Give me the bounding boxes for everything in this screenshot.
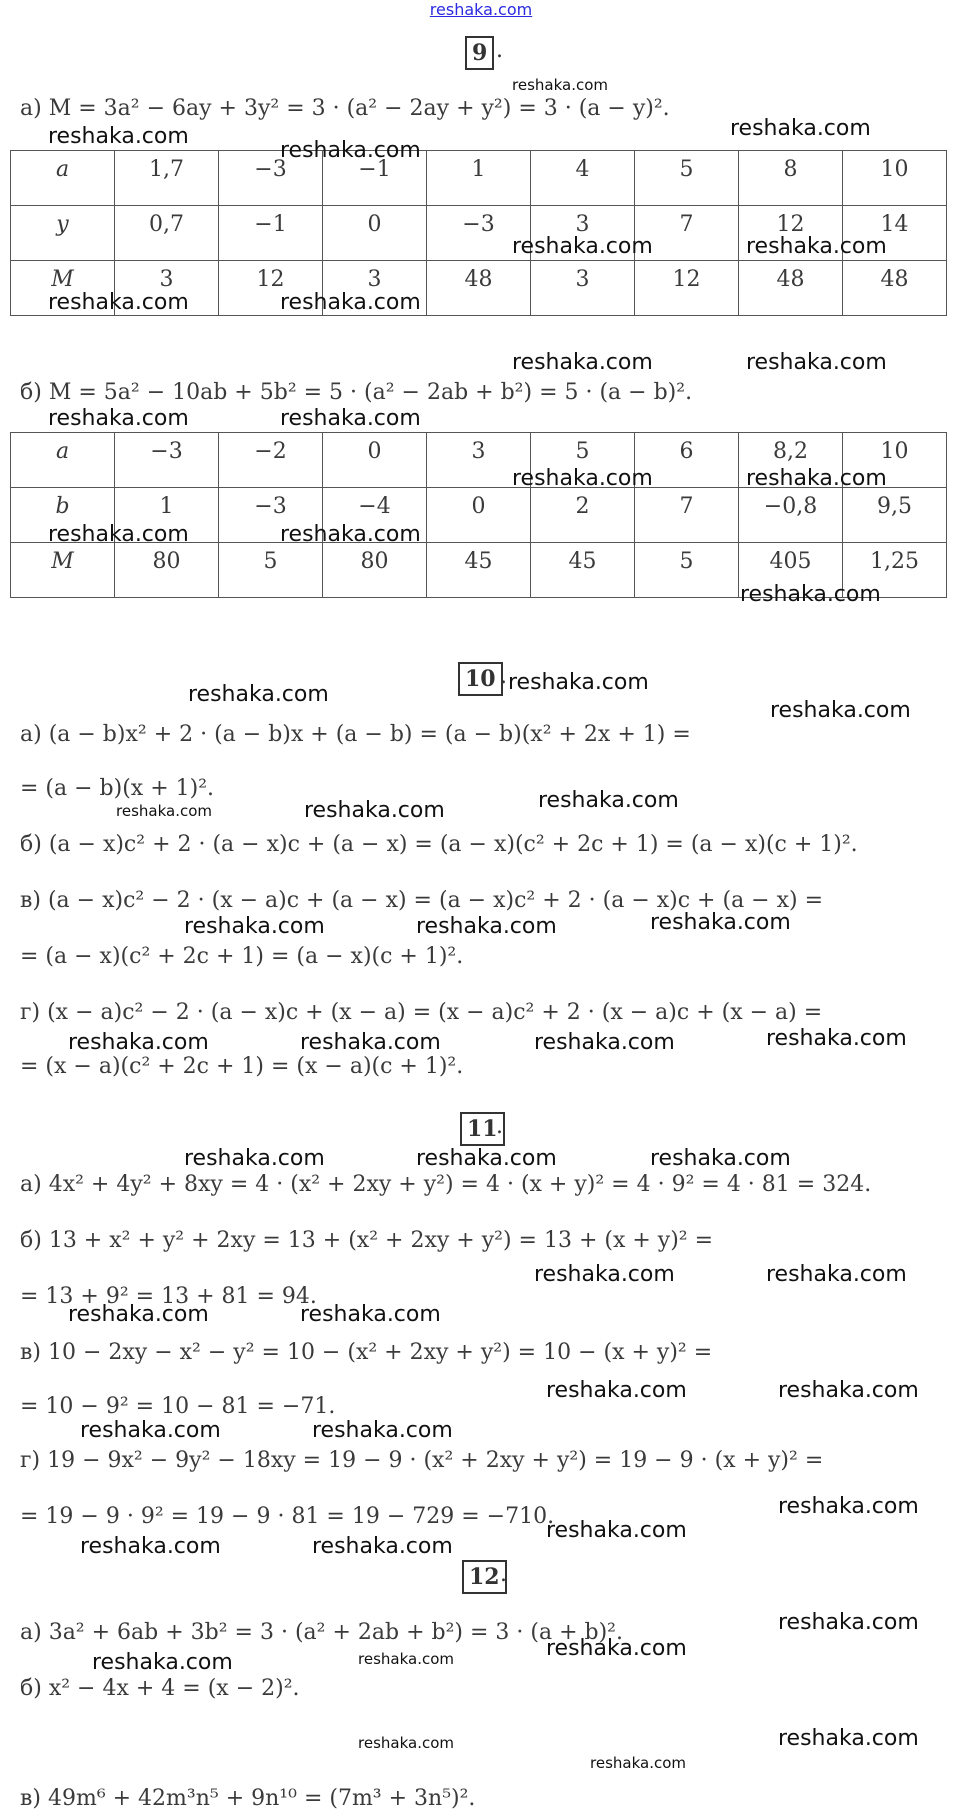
task-11-line: = 13 + 9² = 13 + 81 = 94. [20, 1284, 317, 1309]
table-cell: 48 [843, 261, 947, 316]
task-9-b-formula: б) M = 5a² − 10ab + 5b² = 5 · (a² − 2ab + b²) = 5 · (a − b)². [20, 380, 693, 405]
task-9-dot: . [496, 38, 503, 63]
table-cell: 1 [427, 151, 531, 206]
table-cell: 6 [635, 433, 739, 488]
table-cell: −3 [427, 206, 531, 261]
watermark: reshaka.com [116, 802, 212, 820]
watermark: reshaka.com [746, 466, 887, 491]
table-head-cell: a [11, 151, 115, 206]
watermark: reshaka.com [538, 788, 679, 813]
table-cell: 0 [323, 206, 427, 261]
task-10-dot: . [500, 664, 507, 689]
table-cell: 80 [323, 543, 427, 598]
task-11-line: = 19 − 9 · 9² = 19 − 9 · 81 = 19 − 729 = −710. [20, 1504, 555, 1529]
table-cell: 7 [635, 488, 739, 543]
table-cell: −0,8 [739, 488, 843, 543]
watermark: reshaka.com [778, 1378, 919, 1403]
table-cell: 48 [739, 261, 843, 316]
watermark: reshaka.com [512, 466, 653, 491]
table-cell: 3 [531, 206, 635, 261]
table-cell: 0 [323, 433, 427, 488]
table-head-cell: y [11, 206, 115, 261]
table-cell: 5 [635, 543, 739, 598]
watermark: reshaka.com [280, 138, 421, 163]
watermark: reshaka.com [778, 1494, 919, 1519]
table-cell: 1,25 [843, 543, 947, 598]
table-cell: 12 [219, 261, 323, 316]
table-cell: 45 [427, 543, 531, 598]
watermark: reshaka.com [740, 582, 881, 607]
watermark: reshaka.com [304, 798, 445, 823]
table-cell: 14 [843, 206, 947, 261]
site-link[interactable]: reshaka.com [429, 0, 533, 19]
watermark: reshaka.com [512, 76, 608, 94]
table-cell: 0 [427, 488, 531, 543]
table-cell: 5 [219, 543, 323, 598]
table-cell: −3 [219, 488, 323, 543]
table-cell: 48 [427, 261, 531, 316]
table-cell: 3 [323, 261, 427, 316]
table-cell: 1,7 [115, 151, 219, 206]
task-10-number: 10 [458, 662, 503, 696]
table-cell: 4 [531, 151, 635, 206]
watermark: reshaka.com [778, 1610, 919, 1635]
table-cell: 5 [531, 433, 635, 488]
table-cell: 3 [115, 261, 219, 316]
watermark: reshaka.com [280, 522, 421, 547]
watermark: reshaka.com [416, 1146, 557, 1171]
table-head-cell: a [11, 433, 115, 488]
watermark: reshaka.com [650, 1146, 791, 1171]
table-cell: −2 [219, 433, 323, 488]
table-cell: 80 [115, 543, 219, 598]
watermark: reshaka.com [312, 1418, 453, 1443]
watermark: reshaka.com [80, 1534, 221, 1559]
task-10-line: а) (a − b)x² + 2 · (a − b)x + (a − b) = (a − b)(x² + 2x + 1) = [20, 722, 691, 747]
task-11-line: а) 4x² + 4y² + 8xy = 4 · (x² + 2xy + y²) = 4 · (x + y)² = 4 · 9² = 4 · 81 = 324. [20, 1172, 872, 1197]
table-row [11, 151, 947, 206]
task-11-line: б) 13 + x² + y² + 2xy = 13 + (x² + 2xy + y²) = 13 + (x + y)² = [20, 1228, 714, 1253]
watermark: reshaka.com [312, 1534, 453, 1559]
watermark: reshaka.com [416, 914, 557, 939]
table-cell: 5 [635, 151, 739, 206]
table-head-cell: b [11, 488, 115, 543]
watermark: reshaka.com [184, 1146, 325, 1171]
watermark: reshaka.com [184, 914, 325, 939]
table-cell: 3 [531, 261, 635, 316]
table-cell: 9,5 [843, 488, 947, 543]
watermark: reshaka.com [48, 522, 189, 547]
table-head-cell: M [11, 543, 115, 598]
watermark: reshaka.com [188, 682, 329, 707]
table-cell: 12 [635, 261, 739, 316]
task-10-line: = (a − b)(x + 1)². [20, 776, 215, 801]
watermark: reshaka.com [80, 1418, 221, 1443]
watermark: reshaka.com [770, 698, 911, 723]
watermark: reshaka.com [778, 1726, 919, 1751]
table-cell: 7 [635, 206, 739, 261]
watermark: reshaka.com [512, 350, 653, 375]
watermark: reshaka.com [48, 124, 189, 149]
table-cell: 405 [739, 543, 843, 598]
table-cell: 12 [739, 206, 843, 261]
task-11-line: = 10 − 9² = 10 − 81 = −71. [20, 1394, 336, 1419]
task-12-dot: . [500, 1562, 507, 1587]
table-cell: 10 [843, 151, 947, 206]
table-cell: −4 [323, 488, 427, 543]
table-cell: 2 [531, 488, 635, 543]
watermark: reshaka.com [68, 1030, 209, 1055]
table-cell: 3 [427, 433, 531, 488]
table-cell: 0,7 [115, 206, 219, 261]
watermark: reshaka.com [280, 406, 421, 431]
watermark: reshaka.com [68, 1302, 209, 1327]
task-11-number: 11 [460, 1112, 505, 1146]
task-10-line: в) (a − x)c² − 2 · (x − a)c + (a − x) = (a − x)c² + 2 · (a − x)c + (a − x) = [20, 888, 824, 913]
watermark: reshaka.com [300, 1302, 441, 1327]
task-10-line: б) (a − x)c² + 2 · (a − x)c + (a − x) = (a − x)(c² + 2c + 1) = (a − x)(c + 1)². [20, 832, 858, 857]
watermark: reshaka.com [766, 1026, 907, 1051]
task-10-line: = (a − x)(c² + 2c + 1) = (a − x)(c + 1)². [20, 944, 464, 969]
watermark: reshaka.com [746, 350, 887, 375]
watermark: reshaka.com [508, 670, 649, 695]
watermark: reshaka.com [280, 290, 421, 315]
watermark: reshaka.com [730, 116, 871, 141]
task-12-number: 12 [462, 1560, 507, 1594]
task-11-dot: . [496, 1114, 503, 1139]
task-11-line: г) 19 − 9x² − 9y² − 18xy = 19 − 9 · (x² + 2xy + y²) = 19 − 9 · (x + y)² = [20, 1448, 824, 1473]
task-12-line: в) 49m⁶ + 42m³n⁵ + 9n¹⁰ = (7m³ + 3n⁵)². [20, 1786, 476, 1811]
task-11-line: в) 10 − 2xy − x² − y² = 10 − (x² + 2xy + y²) = 10 − (x + y)² = [20, 1340, 713, 1365]
table-cell: 10 [843, 433, 947, 488]
watermark: reshaka.com [534, 1262, 675, 1287]
watermark: reshaka.com [92, 1650, 233, 1675]
task-10-line: г) (x − a)c² − 2 · (a − x)c + (x − a) = (x − a)c² + 2 · (x − a)c + (x − a) = [20, 1000, 823, 1025]
table-cell: 8,2 [739, 433, 843, 488]
watermark: reshaka.com [546, 1518, 687, 1543]
table-cell: −1 [219, 206, 323, 261]
table-cell: 1 [115, 488, 219, 543]
watermark: reshaka.com [546, 1378, 687, 1403]
watermark: reshaka.com [590, 1754, 686, 1772]
watermark: reshaka.com [746, 234, 887, 259]
watermark: reshaka.com [358, 1734, 454, 1752]
table-cell: −3 [219, 151, 323, 206]
table-head-cell: M [11, 261, 115, 316]
watermark: reshaka.com [534, 1030, 675, 1055]
task-12-line: а) 3a² + 6ab + 3b² = 3 · (a² + 2ab + b²) = 3 · (a + b)². [20, 1620, 623, 1645]
watermark: reshaka.com [512, 234, 653, 259]
table-cell: −1 [323, 151, 427, 206]
watermark: reshaka.com [300, 1030, 441, 1055]
task-10-line: = (x − a)(c² + 2c + 1) = (x − a)(c + 1)². [20, 1054, 464, 1079]
table-cell: −3 [115, 433, 219, 488]
watermark: reshaka.com [650, 910, 791, 935]
table-cell: 45 [531, 543, 635, 598]
table-cell: 8 [739, 151, 843, 206]
task-12-line: б) x² − 4x + 4 = (x − 2)². [20, 1676, 300, 1701]
watermark: reshaka.com [766, 1262, 907, 1287]
watermark: reshaka.com [48, 290, 189, 315]
watermark: reshaka.com [546, 1636, 687, 1661]
watermark: reshaka.com [358, 1650, 454, 1668]
table-9b [10, 432, 947, 598]
task-9-a-formula: а) M = 3a² − 6ay + 3y² = 3 · (a² − 2ay + y²) = 3 · (a − y)². [20, 96, 670, 121]
task-9-number: 9 [465, 36, 494, 70]
watermark: reshaka.com [48, 406, 189, 431]
